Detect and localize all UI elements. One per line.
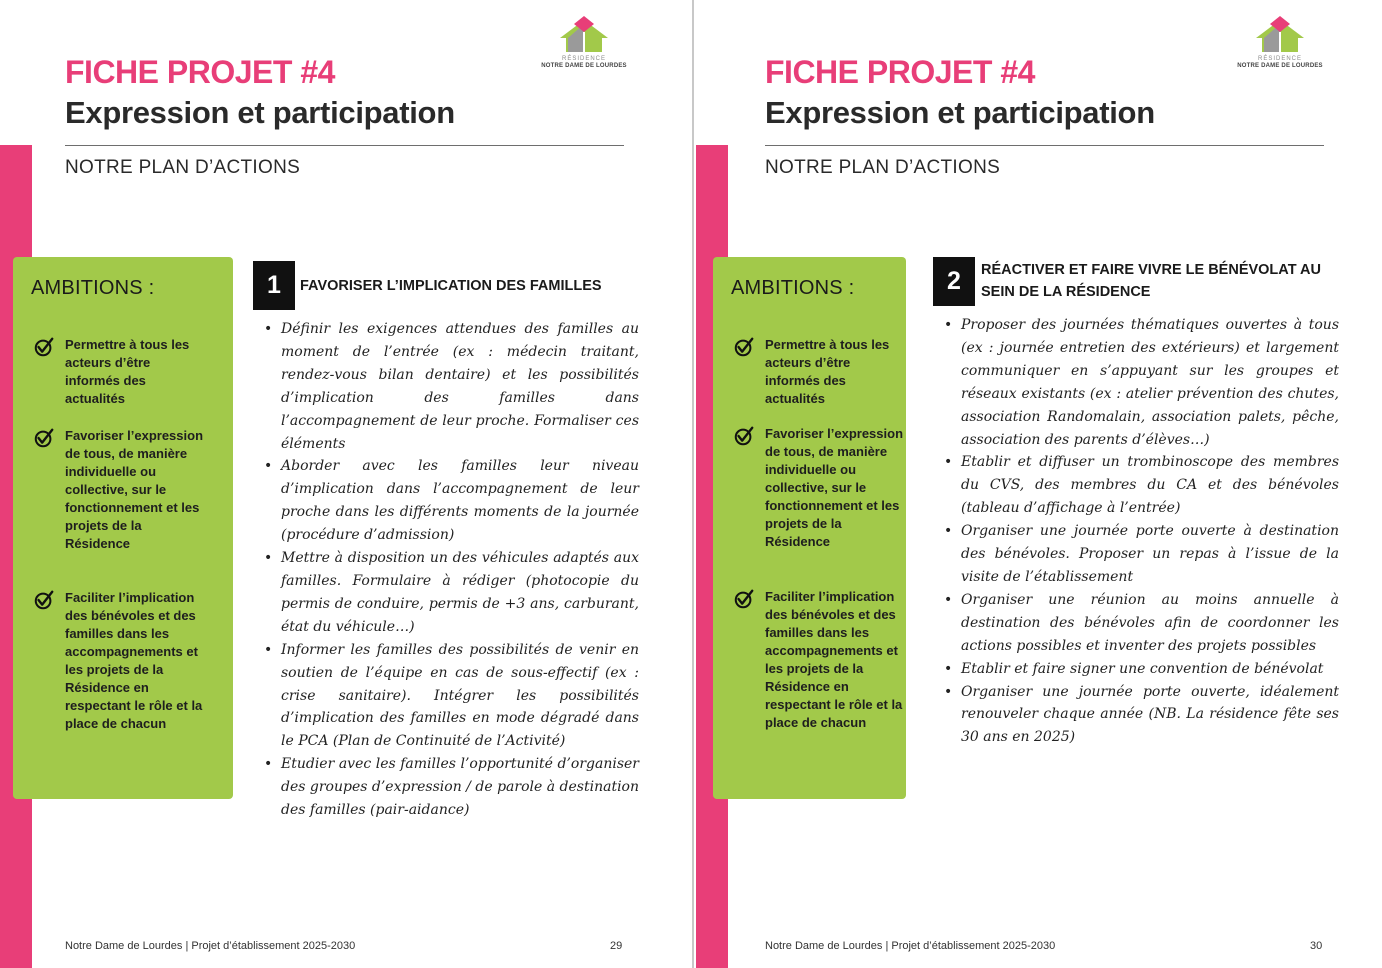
ambitions-title: AMBITIONS : <box>31 277 155 299</box>
page-number: 29 <box>610 940 623 952</box>
residence-logo <box>1232 14 1328 72</box>
check-circle-icon <box>733 425 755 447</box>
action-item: • Etablir et faire signer une convention de bénévolat <box>944 658 1339 681</box>
action-number-badge: 1 <box>253 261 295 310</box>
page-title: Expression et participation <box>765 95 1155 130</box>
check-circle-icon <box>33 336 55 358</box>
check-circle-icon <box>33 427 55 449</box>
footer-text: Notre Dame de Lourdes | Projet d’établissement 2025-2030 <box>65 940 356 952</box>
ambitions-box <box>13 257 233 799</box>
logo-house-icon <box>558 14 610 54</box>
logo-small-text: RÉSIDENCE <box>561 56 606 62</box>
check-circle-icon <box>733 336 755 358</box>
ambition-text: Permettre à tous les acteurs d’être informés des actualités <box>765 337 890 406</box>
ambitions-title: AMBITIONS : <box>731 277 855 299</box>
page-29 <box>0 0 690 968</box>
logo-house-icon <box>1254 14 1306 54</box>
page-number: 30 <box>1310 940 1323 952</box>
action-list <box>264 318 639 822</box>
ambition-text: Faciliter l’implication des bénévoles et des familles dans les accompagnements et les projets de la Résidence en respectant le rôle et la place de chacun <box>65 590 203 731</box>
action-item: • Informer les familles des possibilités de venir en soutien de l’équipe en cas de sous-effectif (ex : crise sanitaire). Intégrer les possibilités d’implication des familles en mode dégradé dans le PCA (Plan de Continuité de l’Activité) <box>264 639 639 754</box>
ambition-text: Favoriser l’expression de tous, de manière individuelle ou collective, sur le fonctionnement et les projets de la Résidence <box>65 428 204 551</box>
ambition-text: Permettre à tous les acteurs d’être informés des actualités <box>65 337 190 406</box>
logo-small-text: RÉSIDENCE <box>1257 56 1302 62</box>
page-30 <box>696 0 1382 968</box>
action-list <box>944 314 1339 749</box>
fiche-title: FICHE PROJET #4 <box>65 54 335 90</box>
ambition-text: Favoriser l’expression de tous, de manière individuelle ou collective, sur le fonctionnement et les projets de la Résidence <box>765 426 904 549</box>
title-divider <box>765 145 1324 146</box>
footer-text: Notre Dame de Lourdes | Projet d’établissement 2025-2030 <box>765 940 1056 952</box>
title-divider <box>65 145 624 146</box>
action-item: • Proposer des journées thématiques ouvertes à tous (ex : journée entretien des extérieurs) et largement communiquer en s’appuyant sur les groupes et réseaux existants (ex : atelier prévention des chutes, association Randomalain, association palets, pêche, association des parents d’élèves…) <box>944 314 1339 451</box>
action-title: RÉACTIVER ET FAIRE VIVRE LE BÉNÉVOLAT AU SEIN DE LA RÉSIDENCE <box>981 262 1321 300</box>
action-item: • Aborder avec les familles leur niveau d’implication dans l’accompagnement de leur proche dans les différents moments de la journée (procédure d’admission) <box>264 455 639 547</box>
ambitions-box <box>713 257 906 799</box>
page-title: Expression et participation <box>65 95 455 130</box>
action-item: • Organiser une réunion au moins annuelle à destination des bénévoles afin de coordonner les actions possibles et inventer des projets possibles <box>944 589 1339 658</box>
section-subtitle: NOTRE PLAN D’ACTIONS <box>65 157 301 178</box>
section-subtitle: NOTRE PLAN D’ACTIONS <box>765 157 1001 178</box>
fiche-title: FICHE PROJET #4 <box>765 54 1035 90</box>
page-divider <box>692 0 694 968</box>
action-item: • Etudier avec les familles l’opportunité d’organiser des groupes d’expression / de parole à destination des familles (pair-aidance) <box>264 753 639 822</box>
logo-name-text: NOTRE DAME DE LOURDES <box>1237 63 1323 69</box>
action-title: FAVORISER L’IMPLICATION DES FAMILLES <box>300 278 602 294</box>
check-circle-icon <box>33 589 55 611</box>
residence-logo <box>536 14 632 72</box>
logo-name-text: NOTRE DAME DE LOURDES <box>541 63 627 69</box>
action-item: • Mettre à disposition un des véhicules adaptés aux familles. Formulaire à rédiger (photocopie du permis de conduire, permis de +3 ans, carburant, état du véhicule…) <box>264 547 639 639</box>
check-circle-icon <box>733 588 755 610</box>
action-number-badge: 2 <box>933 257 975 306</box>
action-item: • Etablir et diffuser un trombinoscope des membres du CVS, des membres du CA et des bénévoles (tableau d’affichage à l’entrée) <box>944 451 1339 520</box>
ambition-text: Faciliter l’implication des bénévoles et des familles dans les accompagnements et les projets de la Résidence en respectant le rôle et la place de chacun <box>765 589 903 730</box>
action-item: • Organiser une journée porte ouverte à destination des bénévoles. Proposer un repas à l’issue de la visite de l’établissement <box>944 520 1339 589</box>
action-item: • Organiser une journée porte ouverte, idéalement renouveler chaque année (NB. La résidence fête ses 30 ans en 2025) <box>944 681 1339 750</box>
action-item: • Définir les exigences attendues des familles au moment de l’entrée (ex : médecin traitant, rendez-vous bilan dentaire) et les possibilités d’implication des familles dans l’accompagnement de leur proche. Formaliser ces éléments <box>264 318 639 455</box>
